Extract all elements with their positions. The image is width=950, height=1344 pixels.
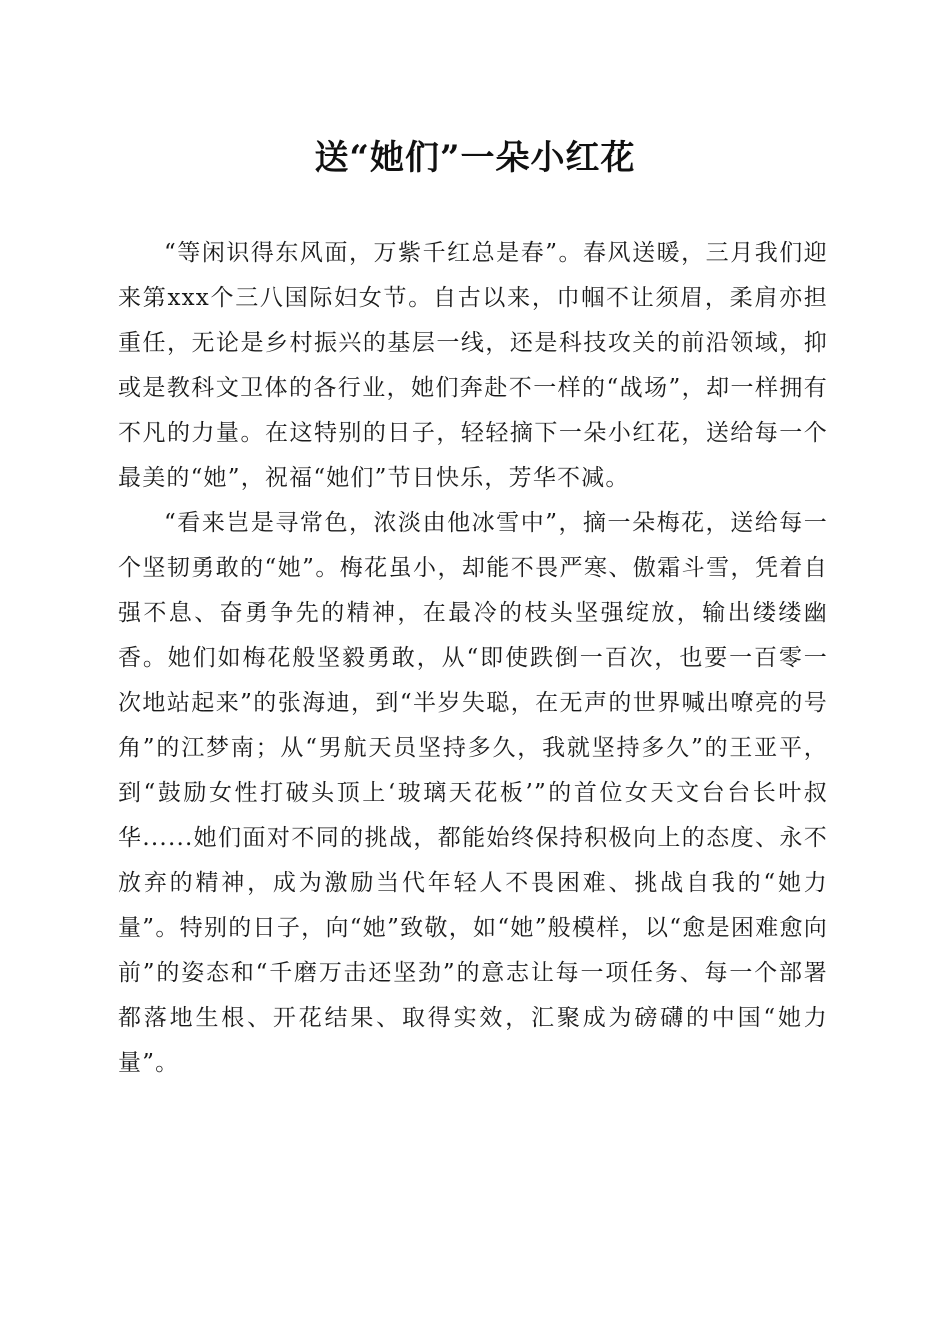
document-body <box>118 231 828 1086</box>
paragraph-2: “看来岂是寻常色，浓淡由他冰雪中”，摘一朵梅花，送给每一个坚韧勇敢的“她”。梅花虽小，却能不畏严寒、傲霜斗雪，凭着自强不息、奋勇争先的精神，在最冷的枝头坚强绽放，输出缕缕幽香。她们如梅花般坚毅勇敢，从“即使跌倒一百次，也要一百零一次地站起来”的张海迪，到“半岁失聪，在无声的世界喊出嘹亮的号角”的江梦南；从“男航天员坚持多久，我就坚持多久”的王亚平，到“鼓励女性打破头顶上‘玻璃天花板’”的首位女天文台台长叶叔华......她们面对不同的挑战，都能始终保持积极向上的态度、永不放弃的精神，成为激励当代年轻人不畏困难、挑战自我的“她力量”。特别的日子，向“她”致敬，如“她”般模样，以“愈是困难愈向前”的姿态和“千磨万击还坚劲”的意志让每一项任务、每一个部署都落地生根、开花结果、取得实效，汇聚成为磅礴的中国“她力量”。 <box>118 510 828 1076</box>
document-title: 送“她们”一朵小红花 <box>314 138 636 178</box>
paragraph-1: “等闲识得东风面，万紫千红总是春”。春风送暖，三月我们迎来第xxx个三八国际妇女节。自古以来，巾帼不让须眉，柔肩亦担重任，无论是乡村振兴的基层一线，还是科技攻关的前沿领域，抑或是教科文卫体的各行业，她们奔赴不一样的“战场”，却一样拥有不凡的力量。在这特别的日子，轻轻摘下一朵小红花，送给每一个最美的“她”，祝福“她们”节日快乐，芳华不减。 <box>118 240 828 491</box>
